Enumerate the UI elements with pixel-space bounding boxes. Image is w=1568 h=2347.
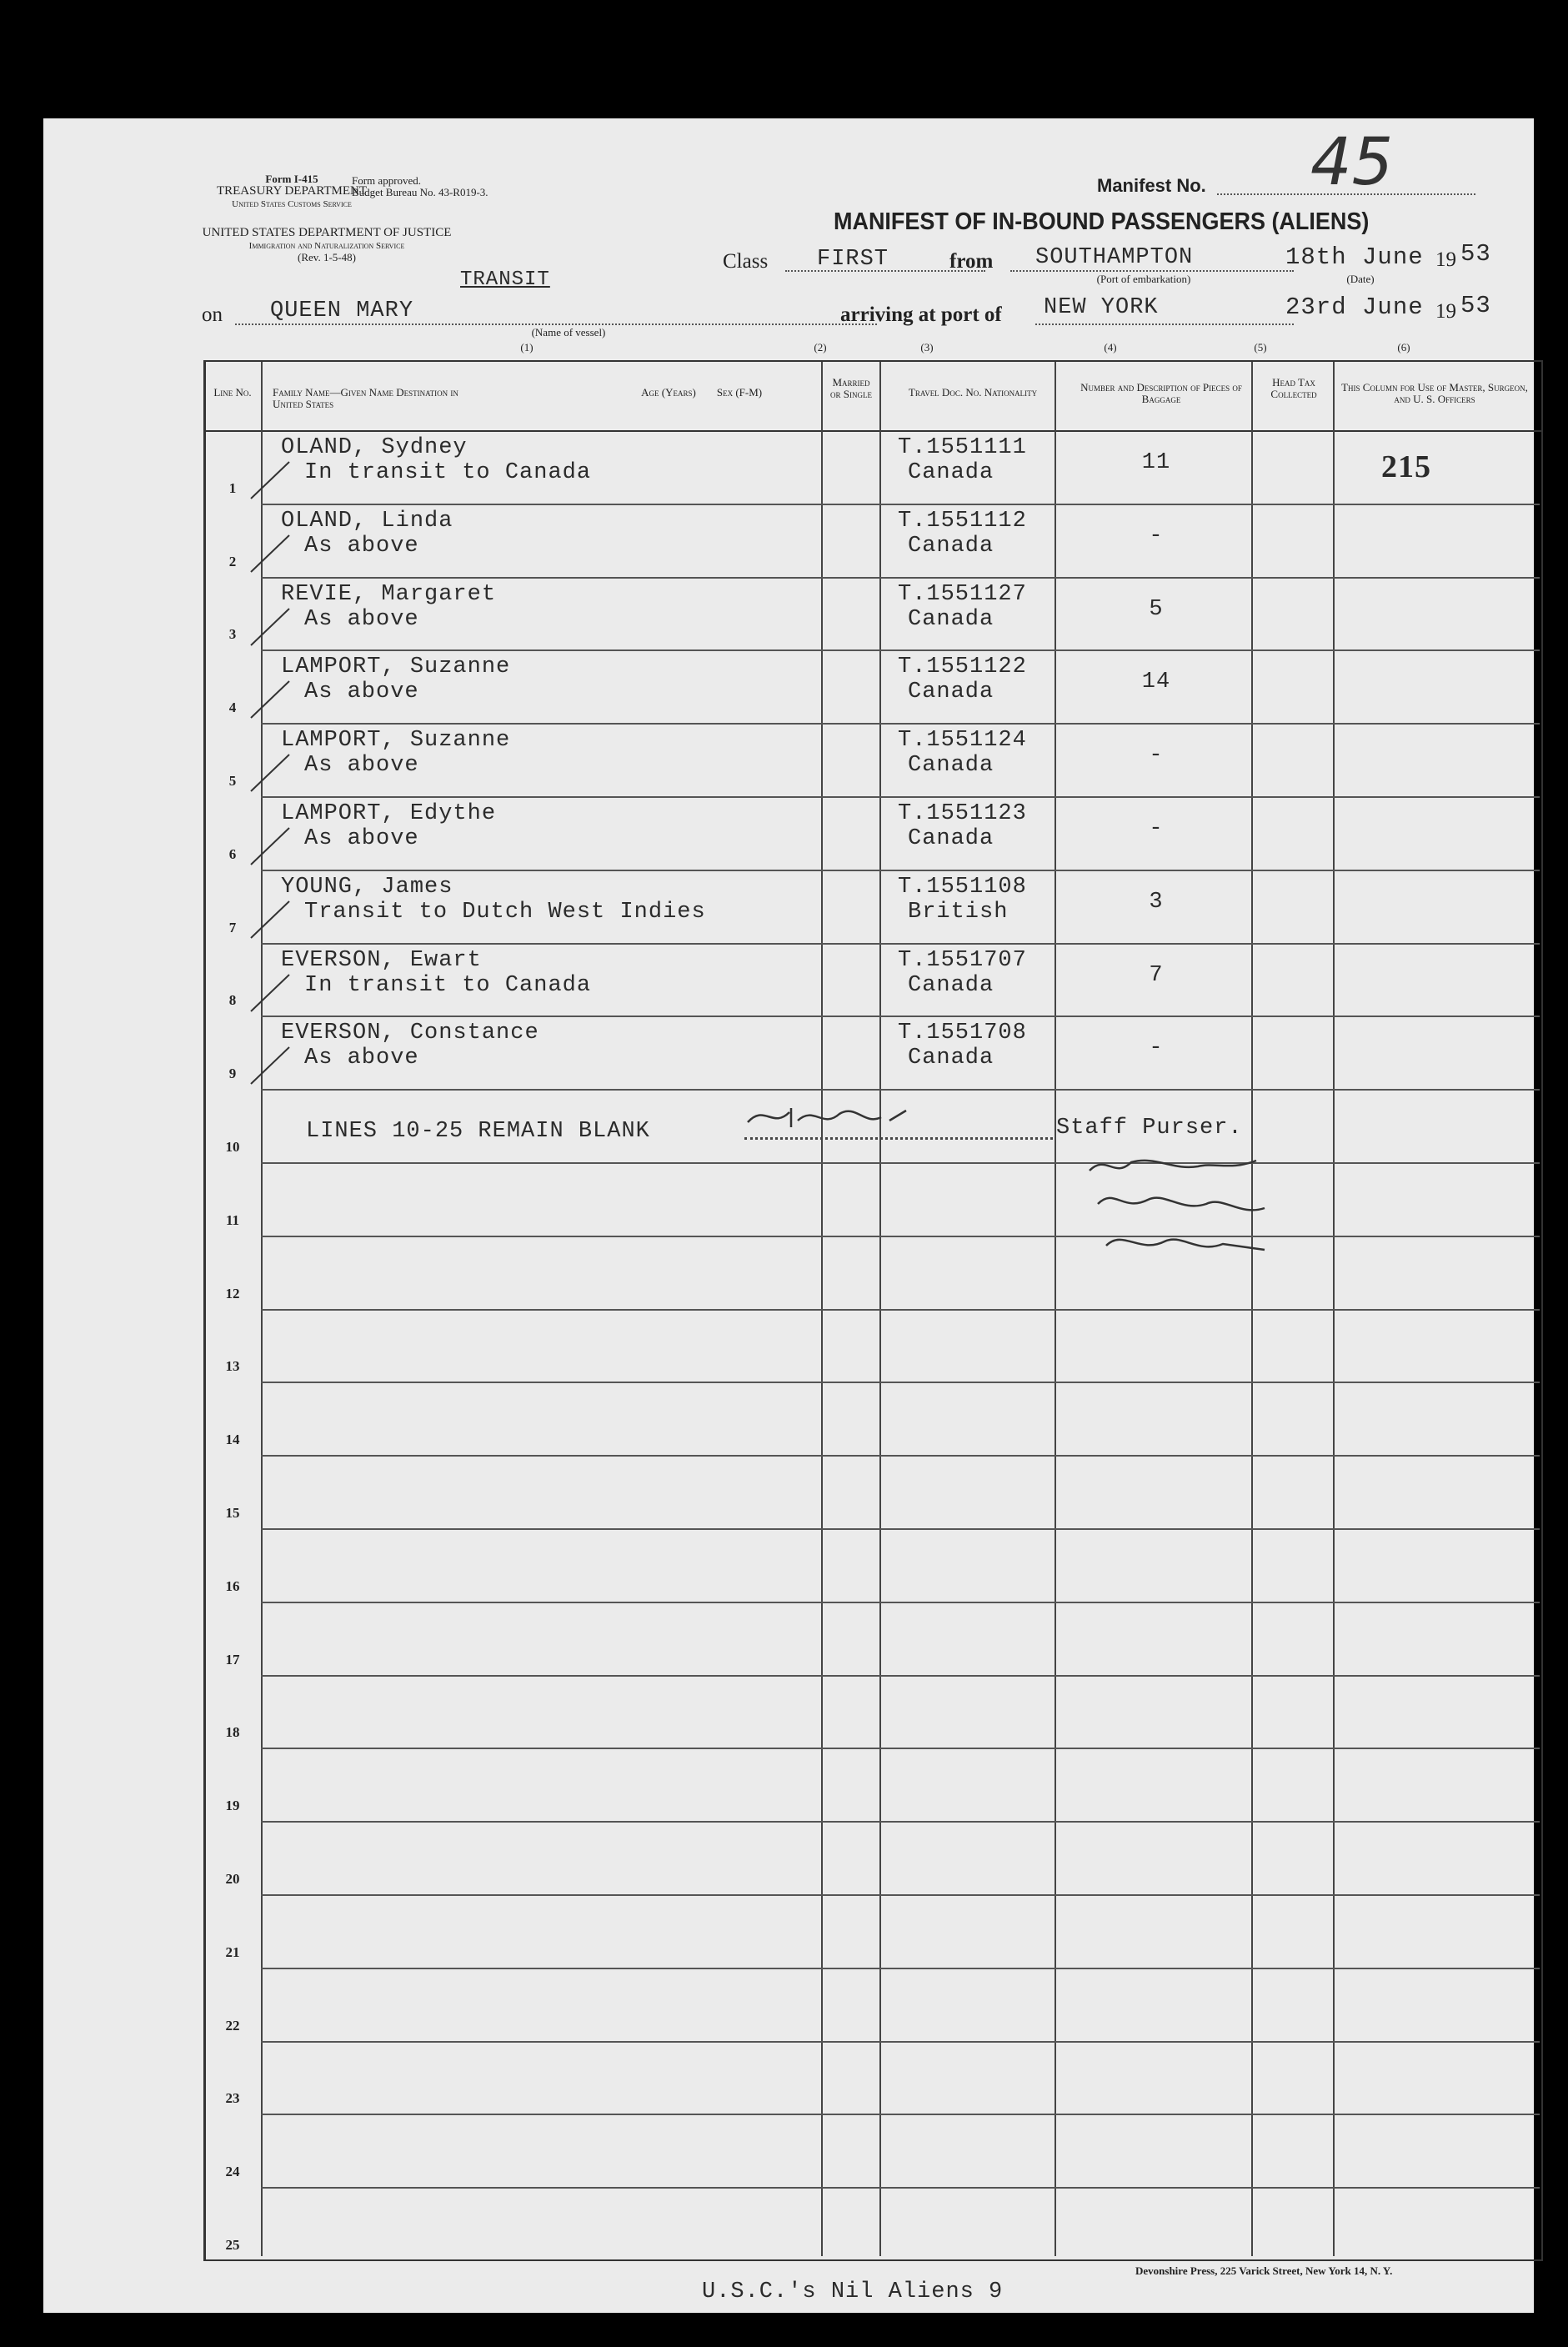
customs-label: United States Customs Service (232, 199, 352, 209)
table-row (206, 649, 1540, 723)
table-row (206, 870, 1540, 943)
line-number: 2 (228, 553, 237, 569)
ins-label: Immigration and Naturalization Service (248, 241, 405, 251)
line-number: 5 (228, 772, 237, 789)
remain-blank-text: LINES 10-25 REMAIN BLANK (306, 1119, 650, 1144)
table-row (206, 1675, 1540, 1748)
from-value: SOUTHAMPTON (1035, 245, 1194, 270)
nationality: Canada (908, 972, 994, 998)
nationality: Canada (908, 533, 994, 559)
line-number: 9 (228, 1066, 237, 1082)
justice-label: UNITED STATES DEPARTMENT OF JUSTICE (202, 226, 452, 239)
vessel-line (235, 323, 877, 325)
line-number: 4 (228, 700, 237, 716)
from-label: from (949, 250, 994, 273)
table-row (206, 1528, 1540, 1602)
nationality: Canada (908, 1046, 994, 1071)
col-header-married: Married or Single (830, 376, 872, 400)
travel-doc-number: T.1551123 (898, 801, 1027, 826)
table-row (206, 1748, 1540, 1821)
line-number: 1 (228, 479, 237, 496)
passenger-name: LAMPORT, Edythe (281, 801, 497, 826)
check-mark (248, 895, 298, 945)
check-mark (248, 748, 298, 798)
col-header-age: Age (Years) (641, 386, 696, 399)
col-header-travel: Travel Doc. No. Nationality (908, 386, 1038, 399)
from-line (1010, 270, 1294, 272)
col-num-6: (6) (1397, 341, 1410, 354)
table-row (206, 796, 1540, 870)
form-approved: Form approved. (352, 174, 422, 187)
passenger-name: LAMPORT, Suzanne (281, 728, 511, 754)
line-number: 16 (225, 1577, 240, 1594)
line-number: 12 (225, 1285, 240, 1301)
line-number: 24 (225, 2164, 240, 2180)
travel-doc-number: T.1551124 (898, 728, 1027, 754)
table-row (206, 1382, 1540, 1455)
line-number: 13 (225, 1358, 240, 1375)
check-mark (248, 675, 298, 725)
passenger-destination: As above (304, 680, 419, 705)
passenger-destination: As above (304, 606, 419, 632)
line-number: 3 (228, 626, 237, 643)
nationality: Canada (908, 826, 994, 851)
handwritten-note (1056, 1146, 1306, 1287)
line-number: 14 (225, 1432, 240, 1448)
passenger-destination: Transit to Dutch West Indies (304, 899, 706, 925)
baggage-count: 11 (1141, 450, 1171, 475)
class-label: Class (723, 250, 769, 273)
table-row (206, 2041, 1540, 2114)
table-row (206, 943, 1540, 1016)
line-number: 20 (225, 1870, 240, 1887)
table-row (206, 1236, 1540, 1309)
line-number: 7 (228, 919, 237, 935)
table-row (206, 1016, 1540, 1089)
line-number: 6 (228, 845, 237, 862)
check-mark (248, 602, 298, 652)
line-number: 22 (225, 2017, 240, 2034)
staff-purser: Staff Purser. (1056, 1116, 1243, 1141)
departure-date: 18th June (1285, 243, 1424, 271)
arriving-label: arriving at port of (840, 303, 1002, 326)
baggage-count: 7 (1149, 962, 1164, 988)
table-row (206, 2187, 1540, 2260)
baggage-count: - (1149, 1036, 1164, 1061)
baggage-count: - (1149, 523, 1164, 549)
passenger-destination: As above (304, 533, 419, 559)
table-row (206, 1455, 1540, 1528)
col-header-sex: Sex (F-M) (716, 386, 763, 399)
passenger-destination: As above (304, 753, 419, 779)
table-row (206, 2114, 1540, 2187)
press-imprint: Devonshire Press, 225 Varick Street, New York 14, N. Y. (1135, 2264, 1393, 2277)
manifest-no-label: Manifest No. (1097, 175, 1206, 196)
line-number: 15 (225, 1504, 240, 1521)
baggage-count: - (1149, 816, 1164, 841)
passenger-name: REVIE, Margaret (281, 581, 497, 607)
travel-doc-number: T.1551112 (898, 508, 1027, 534)
table-row (206, 1309, 1540, 1382)
arrival-year: 53 (1460, 292, 1491, 319)
check-mark (248, 968, 298, 1018)
nationality: Canada (908, 680, 994, 705)
passenger-destination: In transit to Canada (304, 460, 592, 485)
remain-blank-leader (744, 1137, 1053, 1140)
line-number: 8 (228, 992, 237, 1009)
departure-year-prefix: 19 (1435, 248, 1456, 271)
table-row (206, 577, 1540, 650)
baggage-count: 3 (1149, 889, 1164, 915)
purser-signature (739, 1096, 989, 1137)
port-caption: (Port of embarkation) (1096, 273, 1191, 285)
arrival-port: NEW YORK (1044, 295, 1159, 320)
vessel-caption: (Name of vessel) (531, 326, 606, 339)
travel-doc-number: T.1551708 (898, 1021, 1027, 1046)
passenger-name: LAMPORT, Suzanne (281, 654, 511, 680)
col-header-officers: This Column for Use of Master, Surgeon, and U. S. Officers (1341, 381, 1528, 405)
col-num-5: (5) (1254, 341, 1267, 354)
col-header-baggage: Number and Description of Pieces of Baggage (1080, 381, 1242, 405)
treasury-label: TREASURY DEPARTMENT (216, 184, 368, 198)
col-num-2: (2) (814, 341, 827, 354)
passenger-name: EVERSON, Ewart (281, 947, 482, 973)
baggage-count: 14 (1141, 669, 1171, 695)
travel-doc-number: T.1551111 (898, 435, 1027, 460)
date-caption: (Date) (1346, 273, 1375, 285)
passenger-name: YOUNG, James (281, 874, 453, 900)
manifest-title: MANIFEST OF IN-BOUND PASSENGERS (ALIENS) (834, 208, 1370, 235)
officer-number: 215 (1381, 449, 1431, 484)
col-header-name: Family Name—Given Name Destination in United States (273, 386, 458, 410)
col-header-headtax: Head Tax Collected (1270, 376, 1317, 400)
passenger-destination: As above (304, 1046, 419, 1071)
col-header-line: Line No. (213, 386, 252, 399)
passenger-destination: In transit to Canada (304, 972, 592, 998)
manifest-table (203, 360, 1543, 2261)
passenger-name: OLAND, Linda (281, 508, 453, 534)
baggage-count: 5 (1149, 596, 1164, 622)
check-mark (248, 529, 298, 579)
check-mark (248, 1041, 298, 1091)
line-number: 19 (225, 1798, 240, 1814)
line-number: 17 (225, 1651, 240, 1667)
line-number: 23 (225, 2090, 240, 2107)
table-row (206, 504, 1540, 577)
table-row (206, 723, 1540, 796)
class-value: FIRST (817, 247, 889, 272)
travel-doc-number: T.1551108 (898, 874, 1027, 900)
on-label: on (202, 303, 223, 326)
form-title: Form I-415 (265, 173, 318, 185)
passenger-destination: As above (304, 826, 419, 851)
rev-label: (Rev. 1-5-48) (298, 251, 356, 263)
table-row (206, 1968, 1540, 2041)
line-number: 21 (225, 1943, 240, 1960)
table-row (206, 1162, 1540, 1236)
line-number: 10 (225, 1138, 240, 1155)
nationality: Canada (908, 460, 994, 485)
manifest-page (43, 118, 1534, 2313)
table-row (206, 1821, 1540, 1894)
travel-doc-number: T.1551122 (898, 654, 1027, 680)
col-num-4: (4) (1104, 341, 1117, 354)
check-mark (248, 455, 298, 505)
arrival-date: 23rd June (1285, 293, 1424, 321)
table-row (206, 1894, 1540, 1968)
line-number: 25 (225, 2236, 240, 2253)
table-row (206, 1602, 1540, 1675)
vessel-name: QUEEN MARY (270, 298, 414, 323)
baggage-count: - (1149, 743, 1164, 769)
nationality: Canada (908, 753, 994, 779)
line-number: 11 (225, 1211, 240, 1228)
line-number: 18 (225, 1724, 240, 1741)
departure-year: 53 (1460, 240, 1491, 268)
nationality: British (908, 899, 1009, 925)
col-num-3: (3) (920, 341, 934, 354)
usc-aliens-summary: U.S.C.'s Nil Aliens 9 (702, 2279, 1004, 2304)
check-mark (248, 821, 298, 871)
col-num-1: (1) (520, 341, 534, 354)
travel-doc-number: T.1551707 (898, 947, 1027, 973)
nationality: Canada (908, 606, 994, 632)
arrival-year-prefix: 19 (1435, 300, 1456, 323)
table-row (206, 430, 1540, 504)
manifest-number: 45 (1310, 125, 1394, 200)
arrival-line (1035, 323, 1294, 325)
passenger-name: EVERSON, Constance (281, 1021, 539, 1046)
transit-label: TRANSIT (460, 268, 550, 291)
budget-bureau: Budget Bureau No. 43-R019-3. (352, 186, 488, 198)
travel-doc-number: T.1551127 (898, 581, 1027, 607)
passenger-name: OLAND, Sydney (281, 435, 468, 460)
